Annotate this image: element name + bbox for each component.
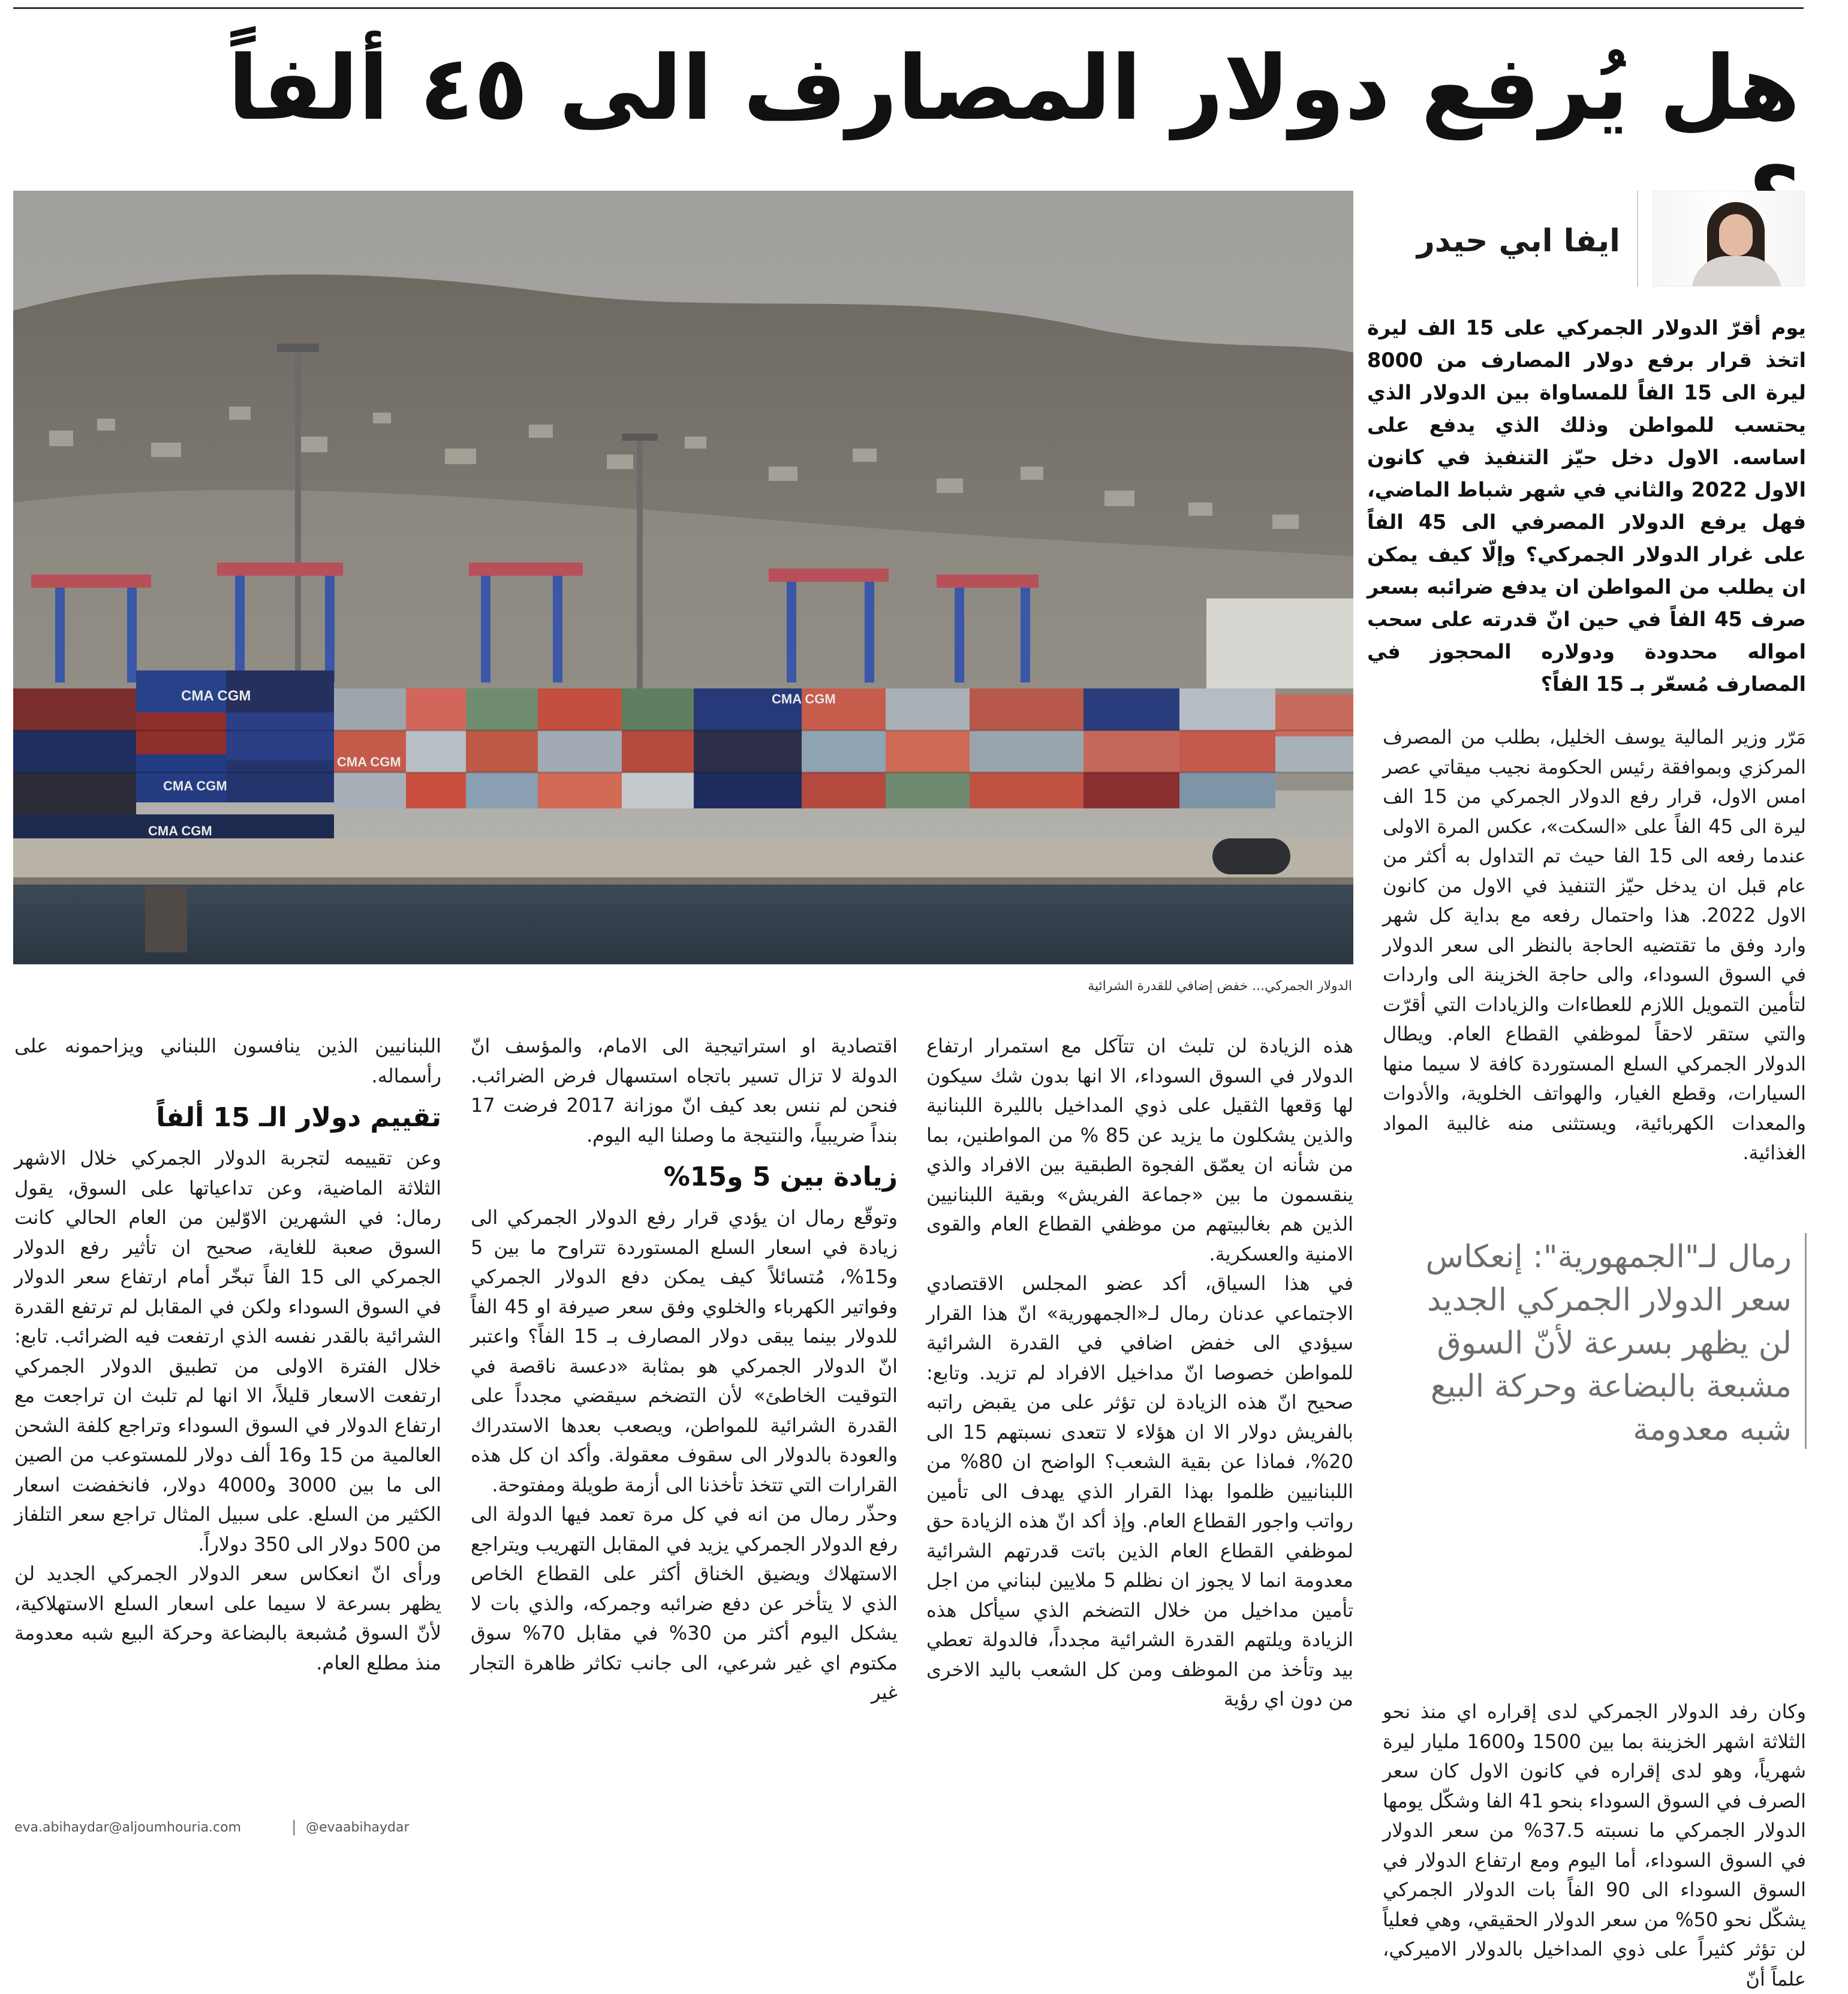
paragraph: وحذّر رمال من انه في كل مرة تعمد فيها الدولة الى رفع الدولار الجمركي يزيد في المقابل التهريب ويتراجع الاستهلاك ويضيق الخناق أكثر على القطاع الخاص الذي لا يتأخر عن دفع ضرائبه وجمركه، والذي بات لا يشكل اليوم أكثر من 30% في مقابل 70% سوق مكتوم اي غير شرعي، الى جانب تكاثر ظاهرة التجار غير xyxy=(471,1503,898,1704)
paragraph: مَرّر وزير المالية يوسف الخليل، بطلب من المصرف المركزي وبموافقة رئيس الحكومة نجيب ميقاتي عصر امس الاول، قرار رفع الدولار الجمركي من 15 الف ليرة الى 45 الفاً على «السكت»، عكس المرة الاولى عندما رفعه الى 15 الفا حيث تم التداول به أكثر من عام قبل ان يدخل حيّز التنفيذ في الاول من كانون الاول 2022. هذا واحتمال رفعه مع بداية كل شهر وارد وفق ما تقتضيه الحاجة بالنظر الى سعر الدولار في السوق السوداء، والى حاجة الخزينة الى واردات لتأمين التمويل اللازم للعطاءات والزيادات التي أقرّت والتي ستقر لاحقاً لموظفي القطاع العام. ويطال الدولار الجمركي السلع المستوردة كافة لا سيما منها السيارات، وقطع الغيار، والهواتف الخلوية، والأدوات والمعدات الكهربائية، ويستثنى منه غالبية المواد الغذائية. xyxy=(1383,726,1807,1164)
container-label: CMA CGM xyxy=(181,688,251,704)
author-photo xyxy=(1653,191,1805,287)
pullquote-rule xyxy=(1805,1233,1807,1449)
paragraph: وكان رفد الدولار الجمركي لدى إقراره اي منذ نحو الثلاثة اشهر الخزينة بما بين 1500 و1600 مليار ليرة شهرياً، وهو لدى إقراره في كانون الاول كان سعر الصرف في السوق السوداء بنحو 41 الفا وشكّل يومها الدولار الجمركي ما نسبته 37.5% من سعر الدولار في السوق السوداء، أما اليوم ومع ارتفاع الدولار في السوق السوداء الى 90 الفاً بات الدولار الجمركي يشكّل نحو 50% من سعر الدولار الحقيقي، وهي فعلياً لن تؤثر كثيراً على ذوي المداخيل بالدولار الاميركي، علماً أنّ xyxy=(1383,1700,1807,1990)
paragraph: وتوقّع رمال ان يؤدي قرار رفع الدولار الجمركي الى زيادة في اسعار السلع المستوردة تتراوح ما بين 5 و15%، مُتسائلاً كيف يمكن دفع الدولار الجمركي وفواتير الكهرباء والخلوي وفق سعر صيرفة او 45 الفاً للدولار بينما يبقى دولار المصارف بـ 15 الفاً؟ واعتبر انّ الدولار الجمركي هو بمثابة «دعسة ناقصة في التوقيت الخاطئ» لأن التضخم سيقضي مجدداً على القدرة الشرائية للمواطن، ويصعب بعدها الاستدراك والعودة بالدولار الى سقوف معقولة. وأكد ان كل هذه القرارات التي تتخذ تأخذنا الى أزمة طويلة ومفتوحة. xyxy=(471,1206,898,1496)
paragraph: اللبنانيين الذين ينافسون اللبناني ويزاحمونه على رأسماله. xyxy=(14,1034,441,1087)
author-twitter-link[interactable]: @evaabihaydar xyxy=(306,1820,410,1835)
container-label: CMA CGM xyxy=(772,691,836,706)
lead-paragraph: يوم أقرّ الدولار الجمركي على 15 الف ليرة اتخذ قرار برفع دولار المصارف من 8000 ليرة الى 15 الفاً للمساواة بين الدولار الذي يحتسب للمواطن وذلك الذي يدفع على اساسه. الاول دخل حيّز التنفيذ في كانون الاول 2022 والثاني في شهر شباط الماضي، فهل يرفع الدولار المصرفي الى 45 الفاً على غرار الدولار الجمركي؟ وإلّا كيف يمكن ان يطلب من المواطن ان يدفع ضرائبه بسعر صرف 45 الفاً في حين انّ قدرته على سحب امواله محدودة ودولاره المحجوز في المصارف مُسعّر بـ 15 الفاً؟ xyxy=(1367,316,1807,696)
paragraph: اقتصادية او استراتيجية الى الامام، والمؤسف انّ الدولة لا تزال تسير باتجاه استسهال فرض الضرائب. فنحن لم ننس بعد كيف انّ موزانة 2017 فرضت 17 بنداً ضريبياً، والنتيجة ما وصلنا اليه اليوم. xyxy=(471,1034,898,1147)
author-name: ايفا ابي حيدر xyxy=(1416,223,1620,259)
column-1-continued xyxy=(1383,1697,1806,1994)
column-1 xyxy=(1383,723,1806,1168)
paragraph: وعن تقييمه لتجربة الدولار الجمركي خلال الاشهر الثلاثة الماضية، وعن تداعياتها على السوق، يقول رمال: في الشهرين الاوّلين من العام الحالي كانت السوق صعبة للغاية، صحيح ان تأثير رفع الدولار الجمركي الى 15 الفاً تبخّر أمام ارتفاع سعر الدولار في السوق السوداء ولكن في المقابل لم ترتفع القدرة الشرائية بالقدر نفسه الذي ارتفعت فيه الضرائب. تابع: خلال الفترة الاولى من تطبيق الدولار الجمركي ارتفعت الاسعار قليلاً، الا انها لم تلبث ان تراجعت مع ارتفاع الدولار في السوق السوداء وتراجع كلفة الشحن العالمية من 15 و16 ألف دولار للمستوعب من الصين الى ما بين 3000 و4000 دولار، فانخفضت اسعار الكثير من السلع. على سبيل المثال تراجع سعر التلفاز من 500 دولار الى 350 دولاراً. xyxy=(14,1147,442,1556)
subheading: تقييم دولار الـ 15 ألفاً xyxy=(156,1102,441,1133)
column-2 xyxy=(926,1031,1353,1715)
container-label: CMA CGM xyxy=(337,754,401,769)
footer-separator: | xyxy=(291,1818,297,1836)
photo-caption: الدولار الجمركي... خفض إضافي للقدرة الشرائية xyxy=(1088,979,1352,994)
author-email-link[interactable]: eva.abihaydar@aljoumhouria.com xyxy=(14,1820,242,1835)
paragraph: ورأى انّ انعكاس سعر الدولار الجمركي الجديد لن يظهر بسرعة لا سيما على اسعار السلع الاستهلاكية، لأنّ السوق مُشبعة بالبضاعة وحركة البيع شبه معدومة منذ مطلع العام. xyxy=(14,1562,441,1674)
container-label: CMA CGM xyxy=(163,778,227,793)
pull-quote: رمال لـ"الجمهورية": إنعكاس سعر الدولار الجمركي الجديد لن يظهر بسرعة لأنّ السوق مشبعة بالبضاعة وحركة البيع شبه معدومة xyxy=(1425,1239,1792,1448)
paragraph: في هذا السياق، أكد عضو المجلس الاقتصادي الاجتماعي عدنان رمال لـ«الجمهورية» انّ هذا القرار سيؤدي الى خفض اضافي في القدرة الشرائية للمواطن خصوصا انّ مداخيل الافراد لم تزيد. وتابع: صحيح انّ هذه الزيادة لن تؤثر على من يقبض راتبه بالفريش دولار الا ان هؤلاء لا تتعدى نسبتهم 15 الى 20%، فماذا عن بقية الشعب؟ الواضح ان 80% من اللبنانيين ظلموا بهذا القرار الذي يهدف الى تأمين رواتب واجور القطاع العام. وإذ أكد انّ هذه الزيادة حق لموظفي القطاع العام الذين باتت قدرتهم الشرائية معدومة انما لا يجوز ان نظلم 5 ملايين لبناني من اجل تأمين مداخيل من خلال التضخم الذي سيأكل هذه الزيادة ويلتهم القدرة الشرائية مجدداً، فالدولة تعطي بيد وتأخذ من الموظف ومن كل الشعب باليد الاخرى من دون اي رؤية xyxy=(926,1272,1354,1710)
subheading: زيادة بين 5 و15% xyxy=(663,1162,898,1192)
headline: هل يُرفع دولار المصارف الى ٤٥ ألفاً xyxy=(227,37,1800,140)
top-rule xyxy=(13,7,1804,9)
author-divider xyxy=(1637,191,1638,287)
container-label: CMA CGM xyxy=(148,823,212,838)
column-3 xyxy=(471,1031,898,1708)
article-photo xyxy=(13,191,1353,964)
column-4 xyxy=(14,1031,441,1678)
paragraph: هذه الزيادة لن تلبث ان تتآكل مع استمرار ارتفاع الدولار في السوق السوداء، الا انها بدون شك سيكون لها وَقعها الثقيل على ذوي المداخيل بالليرة اللبنانية والذين يشكلون ما يزيد عن 85 % من المواطنين، بما من شأنه ان يعمّق الفجوة الطبقية بين الافراد والذي ينقسمون ما بين «جماعة الفريش» وبقية اللبنانيين الذين هم بغالبيتهم من موظفي القطاع العام والقوى الامنية والعسكرية. xyxy=(926,1034,1354,1265)
